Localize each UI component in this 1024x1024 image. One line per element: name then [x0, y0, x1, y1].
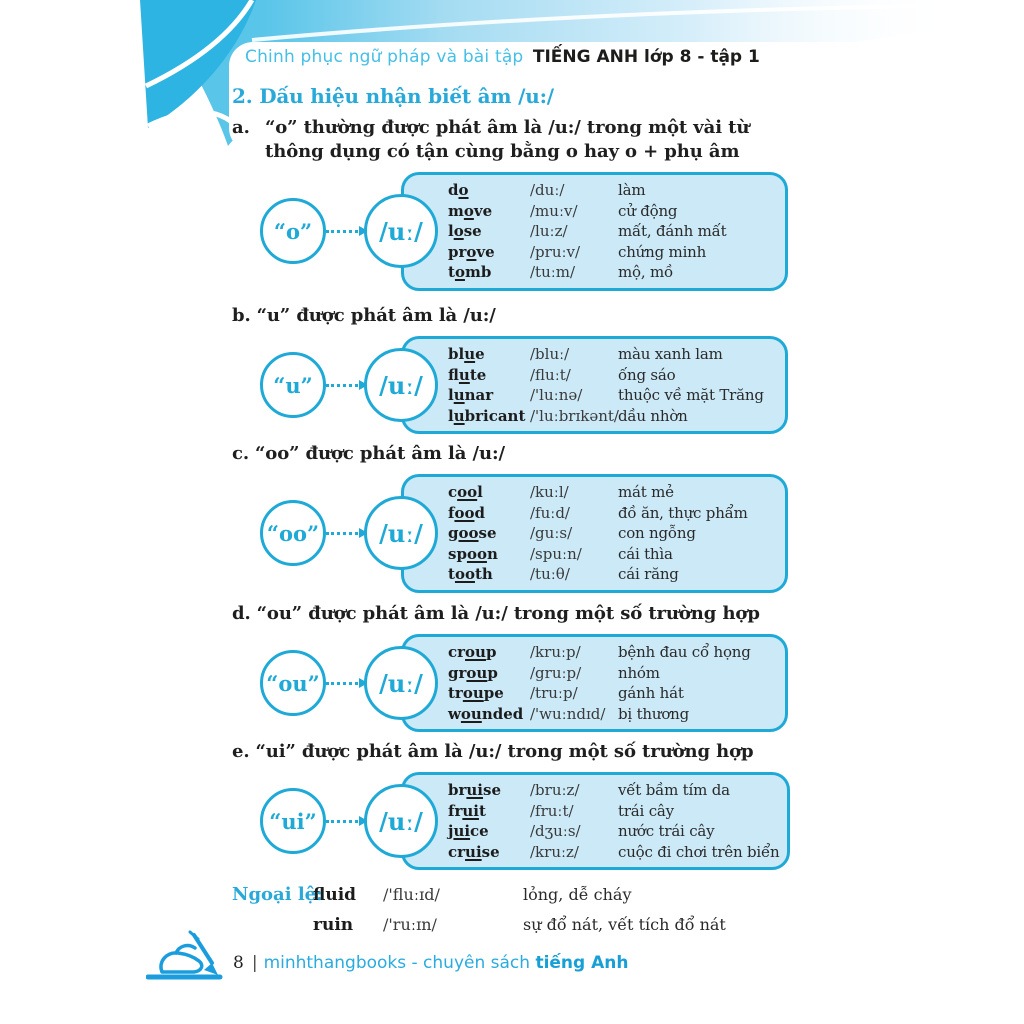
word-table: [401, 634, 788, 732]
dotted-arrow-icon: [326, 532, 364, 535]
word-row: [448, 344, 777, 365]
word-row: [448, 365, 777, 386]
word-meaning: dầu nhờn: [618, 406, 688, 425]
word: lose: [448, 222, 482, 240]
underlined-letters: o: [453, 222, 464, 240]
word-row: [448, 221, 777, 242]
pronunciation-group: [232, 442, 810, 593]
word-ipa: /truːp/: [530, 684, 578, 702]
word-ipa: /luːz/: [530, 222, 568, 240]
word-ipa: /pruːv/: [530, 242, 581, 261]
word: tomb: [448, 263, 492, 281]
word-row: [448, 564, 777, 585]
word-ipa: /kruːz/: [530, 842, 579, 861]
group-label: d.: [232, 603, 251, 624]
footer-brand: minhthangbooks - chuyên sách: [263, 953, 531, 973]
phoneme-circle: /uː/: [364, 496, 438, 570]
word-ipa: /duː/: [530, 181, 565, 199]
phoneme-circle: /uː/: [364, 646, 438, 720]
exception-word: fluid: [313, 885, 357, 905]
book-title: TIẾNG ANH lớp 8 - tập 1: [532, 47, 760, 67]
underlined-letters: o: [458, 181, 469, 199]
underlined-letters: u: [458, 365, 470, 384]
series-title: Chinh phục ngữ pháp và bài tập: [245, 47, 524, 67]
pronunciation-diagram: [260, 336, 788, 434]
group-heading: [232, 602, 810, 626]
word-meaning: trái cây: [618, 801, 674, 820]
section-title: 2. Dấu hiệu nhận biết âm /u:/: [232, 84, 554, 108]
pronunciation-group: [232, 116, 810, 291]
word-ipa: /tuːθ/: [530, 565, 570, 583]
exception-meaning: sự đổ nát, vết tích đổ nát: [523, 915, 726, 934]
underlined-letters: o: [463, 201, 474, 220]
underlined-letters: ui: [462, 801, 479, 820]
grapheme-circle: “oo”: [260, 500, 326, 566]
word-ipa: /muːv/: [530, 201, 578, 220]
underlined-letters: oo: [457, 483, 478, 501]
pronunciation-group: [232, 740, 810, 870]
word-row: [448, 663, 777, 684]
word-ipa: /'luːbrɪkənt/: [530, 406, 619, 425]
underlined-letters: oo: [454, 565, 475, 583]
word-table: [401, 474, 788, 593]
header-strip: [245, 47, 1005, 67]
word-meaning: vết bầm tím da: [618, 781, 730, 799]
word-ipa: /tuːm/: [530, 263, 576, 281]
word-row: [448, 780, 779, 801]
word: flute: [448, 365, 487, 384]
word-meaning: nước trái cây: [618, 822, 715, 840]
word: food: [448, 503, 485, 522]
underlined-letters: oo: [458, 524, 479, 542]
group-label: c.: [232, 443, 250, 464]
word: bruise: [448, 781, 502, 799]
phoneme-circle: /uː/: [364, 348, 438, 422]
group-label: e.: [232, 741, 250, 762]
exception-meaning: lỏng, dễ cháy: [523, 885, 632, 904]
group-heading: [232, 442, 810, 466]
word-ipa: /kruːp/: [530, 643, 581, 661]
word-table: [401, 336, 788, 434]
grapheme-circle: “ou”: [260, 650, 326, 716]
word: juice: [448, 822, 489, 840]
word: spoon: [448, 544, 498, 563]
word-meaning: mất, đánh mất: [618, 222, 727, 240]
word-row: [448, 201, 777, 222]
word-meaning: mộ, mồ: [618, 263, 673, 281]
dotted-arrow-icon: [326, 682, 364, 685]
group-heading-text: “oo” được phát âm là /u:/: [255, 443, 505, 464]
word-row: [448, 544, 777, 565]
group-label: b.: [232, 305, 251, 326]
word: troupe: [448, 684, 504, 702]
grapheme-circle: “o”: [260, 198, 326, 264]
grapheme-circle: “u”: [260, 352, 326, 418]
word-meaning: chứng minh: [618, 242, 707, 261]
underlined-letters: ou: [460, 704, 482, 723]
word: prove: [448, 242, 495, 261]
word-meaning: cái thìa: [618, 544, 673, 563]
word-meaning: gánh hát: [618, 684, 684, 702]
word: move: [448, 201, 493, 220]
dotted-arrow-icon: [326, 230, 364, 233]
word: lubricant: [448, 406, 526, 425]
word-meaning: thuộc về mặt Trăng: [618, 386, 764, 404]
word: croup: [448, 643, 497, 661]
underlined-letters: u: [464, 345, 476, 363]
underlined-letters: ou: [466, 663, 488, 682]
word-meaning: màu xanh lam: [618, 345, 723, 363]
word-ipa: /'luːnə/: [530, 386, 583, 404]
word-ipa: /kuːl/: [530, 483, 569, 501]
word-row: [448, 482, 777, 503]
group-heading: [232, 304, 810, 328]
dotted-arrow-icon: [326, 820, 364, 823]
word: cruise: [448, 842, 500, 861]
pronunciation-diagram: [260, 172, 788, 291]
pronunciation-diagram: [260, 634, 788, 732]
underlined-letters: ui: [465, 842, 482, 861]
exceptions-block: [232, 880, 792, 940]
word-row: [448, 642, 777, 663]
footer: [233, 953, 629, 973]
word: wounded: [448, 704, 524, 723]
word: cool: [448, 483, 483, 501]
word-ipa: /spuːn/: [530, 544, 582, 563]
word-row: [448, 704, 777, 725]
exception-ipa: /'fluːɪd/: [383, 885, 440, 904]
group-heading-text: “u” được phát âm là /u:/: [256, 305, 496, 326]
word-row: [448, 242, 777, 263]
exception-ipa: /'ruːɪn/: [383, 915, 437, 934]
word-row: [448, 842, 779, 863]
word-row: [448, 523, 777, 544]
exception-row: [313, 880, 792, 910]
group-heading: [232, 116, 810, 164]
group-label: a.: [232, 117, 250, 138]
word: blue: [448, 345, 485, 363]
word-meaning: cái răng: [618, 565, 679, 583]
word-table: [401, 772, 790, 870]
word: fruit: [448, 801, 486, 820]
word-ipa: /dʒuːs/: [530, 822, 581, 840]
underlined-letters: ui: [466, 781, 484, 799]
word-ipa: /bruːz/: [530, 781, 580, 799]
underlined-letters: ou: [465, 643, 486, 661]
writing-hand-icon: [146, 930, 230, 982]
page-number: 8: [233, 953, 244, 973]
word: do: [448, 181, 469, 199]
underlined-letters: ou: [462, 684, 484, 702]
underlined-letters: u: [453, 406, 465, 425]
word: tooth: [448, 565, 493, 583]
word-ipa: /bluː/: [530, 345, 570, 363]
dotted-arrow-icon: [326, 384, 364, 387]
word-row: [448, 801, 779, 822]
word-meaning: cử động: [618, 201, 678, 220]
exceptions-label: Ngoại lệ:: [232, 884, 323, 905]
word-meaning: ống sáo: [618, 365, 676, 384]
word-ipa: /guːs/: [530, 524, 573, 542]
word-ipa: /fluːt/: [530, 365, 571, 384]
pronunciation-group: [232, 304, 810, 434]
footer-separator: |: [251, 953, 258, 973]
underlined-letters: ui: [453, 822, 471, 840]
word-ipa: /'wuːndɪd/: [530, 704, 606, 723]
word-ipa: /fruːt/: [530, 801, 574, 820]
phoneme-circle: /uː/: [364, 784, 438, 858]
word-row: [448, 821, 779, 842]
word: lunar: [448, 386, 494, 404]
word-row: [448, 406, 777, 427]
pronunciation-diagram: [260, 474, 788, 593]
word-meaning: làm: [618, 181, 646, 199]
exceptions-rows: [313, 880, 792, 940]
group-heading-text: “ui” được phát âm là /u:/ trong một số trường hợp: [255, 741, 754, 762]
word-meaning: nhóm: [618, 663, 660, 682]
word-row: [448, 385, 777, 406]
group-heading-text: “ou” được phát âm là /u:/ trong một số trường hợp: [256, 603, 760, 624]
word-table: [401, 172, 788, 291]
word: goose: [448, 524, 497, 542]
word-meaning: cuộc đi chơi trên biển: [618, 842, 780, 861]
group-heading-text: “o” thường được phát âm là /u:/ trong một vài từ thông dụng có tận cùng bằng o hay o + phụ âm: [265, 117, 750, 162]
underlined-letters: o: [466, 242, 477, 261]
word-meaning: đồ ăn, thực phẩm: [618, 503, 748, 522]
grapheme-circle: “ui”: [260, 788, 326, 854]
word-row: [448, 180, 777, 201]
word-meaning: mát mẻ: [618, 483, 674, 501]
phoneme-circle: /uː/: [364, 194, 438, 268]
word-ipa: /fuːd/: [530, 503, 570, 522]
word-meaning: bị thương: [618, 704, 690, 723]
exception-word: ruin: [313, 915, 354, 935]
word-row: [448, 683, 777, 704]
pronunciation-group: [232, 602, 810, 732]
underlined-letters: u: [453, 386, 465, 404]
exception-row: [313, 910, 792, 940]
pronunciation-diagram: [260, 772, 788, 870]
word-ipa: /gruːp/: [530, 663, 582, 682]
word-row: [448, 503, 777, 524]
word: group: [448, 663, 498, 682]
underlined-letters: o: [454, 263, 465, 281]
group-heading: [232, 740, 810, 764]
word-row: [448, 262, 777, 283]
word-meaning: bệnh đau cổ họng: [618, 643, 751, 661]
word-meaning: con ngỗng: [618, 524, 696, 542]
footer-brand-bold: tiếng Anh: [535, 953, 629, 973]
underlined-letters: oo: [454, 503, 475, 522]
underlined-letters: oo: [466, 544, 487, 563]
